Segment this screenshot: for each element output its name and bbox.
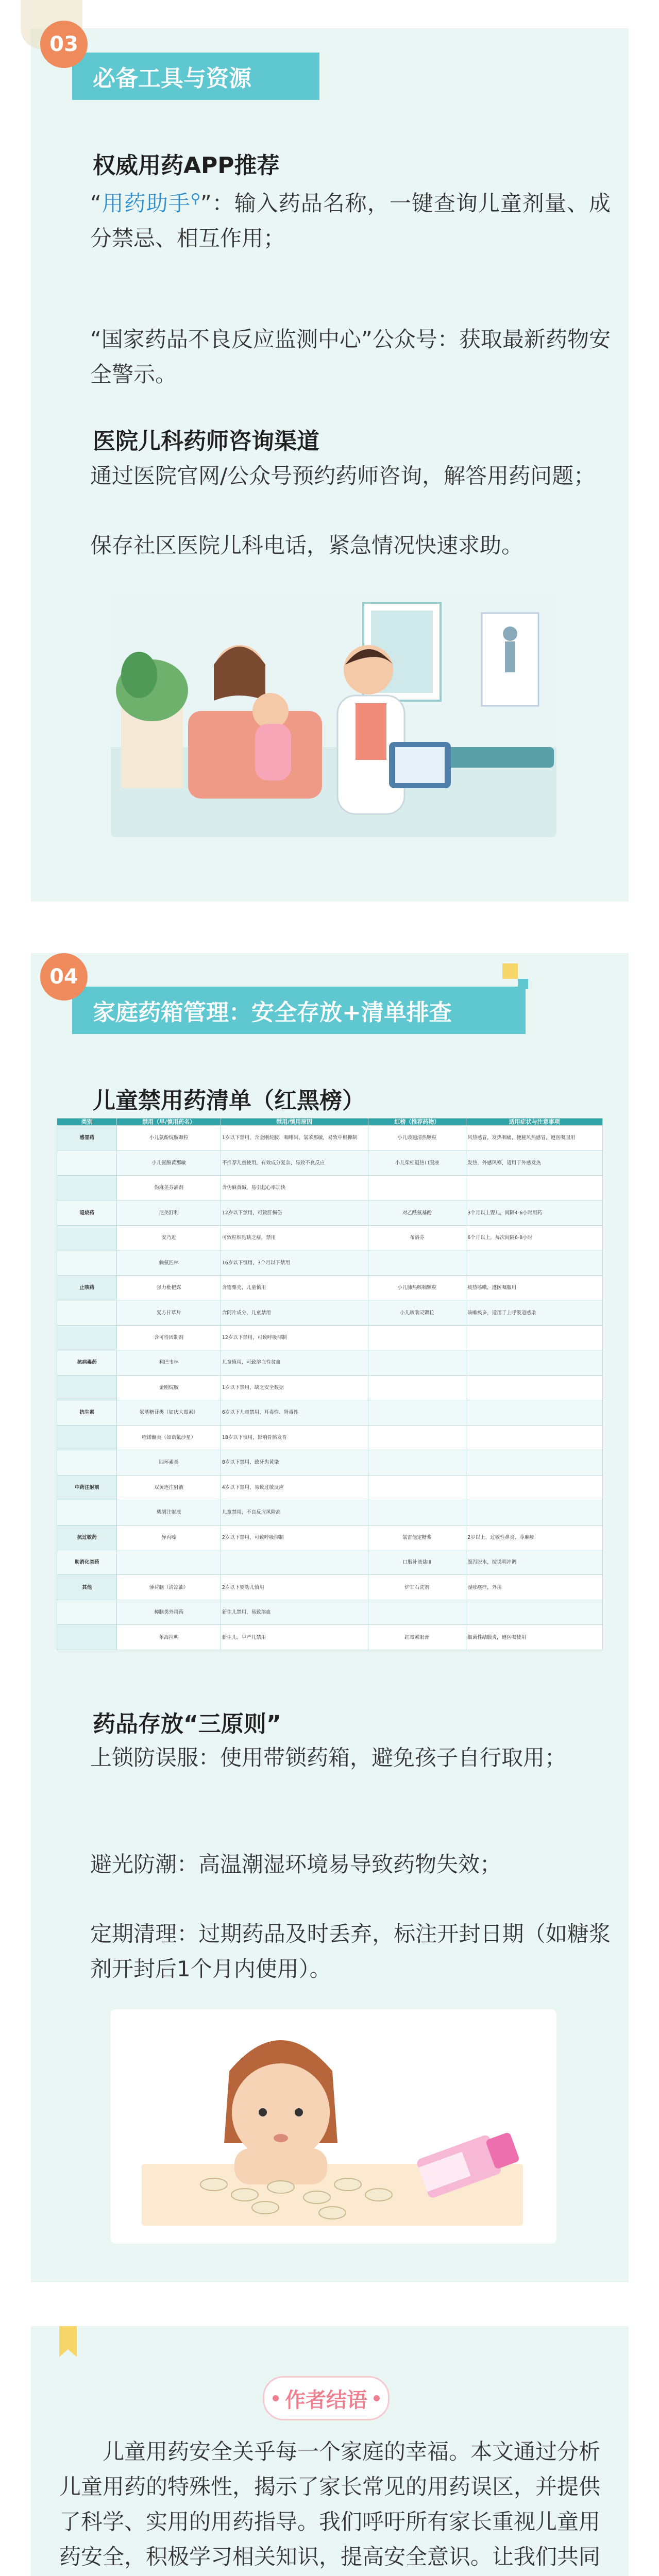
- table-row: [57, 1200, 603, 1225]
- table-cell: [466, 1450, 603, 1475]
- table-row: [57, 1500, 603, 1525]
- table-header-cell: 红榜（推荐药物）: [368, 1118, 466, 1126]
- table-cell: [368, 1450, 466, 1475]
- table-cell: 口服补液盐III: [368, 1550, 466, 1574]
- storage-clean-text: 定期清理：过期药品及时丢弃，标注开封日期（如糖浆剂开封后1个月内使用）。: [90, 1921, 611, 1981]
- table-cell: 风热感冒，发热咽痛，便秘风热感冒，遵医嘱服用: [466, 1126, 603, 1150]
- table-category-cell: 抗病毒药: [57, 1350, 117, 1375]
- table-cell: 含罂粟壳，儿童慎用: [221, 1275, 368, 1300]
- table-cell: 双黄连注射液: [117, 1475, 221, 1500]
- table-category-cell: 止咳药: [57, 1275, 117, 1300]
- table-cell: 利巴韦林: [117, 1350, 221, 1375]
- table-row: [57, 1600, 603, 1624]
- search-icon: ⚲: [190, 191, 200, 207]
- table-cell: 4岁以下禁用，易致过敏反应: [221, 1475, 368, 1500]
- table-cell: 赖氨匹林: [117, 1250, 221, 1275]
- table-category-cell: [57, 1250, 117, 1275]
- table-cell: 含伪麻黄碱，易引起心率加快: [221, 1175, 368, 1200]
- table-cell: 可致粒细胞缺乏症，禁用: [221, 1225, 368, 1250]
- conclusion-title-pill: [263, 2376, 390, 2420]
- table-category-cell: [57, 1625, 117, 1650]
- hotline-text: 保存社区医院儿科电话，紧急情况快速求助。: [90, 533, 523, 558]
- table-row: [57, 1575, 603, 1600]
- table-row: [57, 1375, 603, 1400]
- quote-mark: “: [90, 191, 102, 216]
- table-cell: 6个月以上，每次间隔6-8小时: [466, 1225, 603, 1250]
- doctor-clinic-illustration: [111, 592, 556, 837]
- table-cell: 氨基糖苷类（如庆大霉素）: [117, 1400, 221, 1425]
- table-cell: 3个月以上婴儿，间隔4-6小时用药: [466, 1200, 603, 1225]
- section-4-badge: 04: [40, 953, 88, 1001]
- table-cell: [466, 1350, 603, 1375]
- table-cell: 金刚烷胺: [117, 1375, 221, 1400]
- table-cell: [368, 1400, 466, 1425]
- table-cell: [368, 1175, 466, 1200]
- table-row: [57, 1350, 603, 1375]
- table-cell: 樟脑类外用药: [117, 1600, 221, 1624]
- table-category-cell: [57, 1500, 117, 1525]
- table-cell: [368, 1600, 466, 1624]
- table-row: [57, 1525, 603, 1550]
- table-cell: 苯海拉明: [117, 1625, 221, 1650]
- table-cell: 布洛芬: [368, 1225, 466, 1250]
- app-link[interactable]: 用药助手: [101, 191, 191, 216]
- table-cell: 1岁以下禁用，缺乏安全数据: [221, 1375, 368, 1400]
- app-description: ”：输入药品名称，一键查询儿童剂量、成分禁忌、相互作用；: [90, 191, 611, 251]
- table-cell: 安乃近: [117, 1225, 221, 1250]
- table-row: [57, 1250, 603, 1275]
- table-cell: 复方甘草片: [117, 1300, 221, 1325]
- table-cell: 薄荷脑（清凉油）: [117, 1575, 221, 1600]
- table-cell: 小儿氨酚黄那敏: [117, 1150, 221, 1175]
- table-cell: [368, 1250, 466, 1275]
- section-3-title: 必备工具与资源: [72, 53, 319, 100]
- table-row: [57, 1625, 603, 1650]
- table-cell: [466, 1600, 603, 1624]
- doctor-clinic-icon: [111, 592, 556, 837]
- table-row: [57, 1400, 603, 1425]
- table-cell: 6岁以下儿童禁用，耳毒性、肾毒性: [221, 1400, 368, 1425]
- table-cell: 红霉素眼膏: [368, 1625, 466, 1650]
- pharmacist-heading: 医院儿科药师咨询渠道: [93, 428, 319, 454]
- table-cell: 柴胡注射液: [117, 1500, 221, 1525]
- table-cell: [466, 1425, 603, 1450]
- table-cell: 2岁以下禁用，可致呼吸抑制: [221, 1525, 368, 1550]
- table-cell: 8岁以下禁用，致牙齿黄染: [221, 1450, 368, 1475]
- adr-center-text: “国家药品不良反应监测中心”公众号：获取最新药物安全警示。: [90, 327, 611, 387]
- table-category-cell: [57, 1225, 117, 1250]
- apps-heading: 权威用药APP推荐: [93, 152, 280, 179]
- table-cell: 腹泻脱水，按说明冲调: [466, 1550, 603, 1574]
- table-row: [57, 1225, 603, 1250]
- table-cell: 小儿豉翘清热颗粒: [368, 1126, 466, 1150]
- table-category-cell: [57, 1450, 117, 1475]
- table-row: [57, 1450, 603, 1475]
- table-cell: 尼美舒利: [117, 1200, 221, 1225]
- storage-lock-text: 上锁防误服：使用带锁药箱，避免孩子自行取用；: [90, 1745, 567, 1770]
- table-cell: [466, 1175, 603, 1200]
- storage-heading: 药品存放“三原则”: [93, 1711, 281, 1737]
- table-cell: 异丙嗪: [117, 1525, 221, 1550]
- table-cell: [368, 1500, 466, 1525]
- table-cell: 12岁以下禁用，可致肝损伤: [221, 1200, 368, 1225]
- table-category-cell: 中药注射剂: [57, 1475, 117, 1500]
- table-cell: 小儿咳喘灵颗粒: [368, 1300, 466, 1325]
- table-cell: 小儿氨酚烷胺颗粒: [117, 1126, 221, 1150]
- table-category-cell: 其他: [57, 1575, 117, 1600]
- table-row: [57, 1425, 603, 1450]
- table-cell: [466, 1500, 603, 1525]
- table-category-cell: [57, 1375, 117, 1400]
- table-cell: 强力枇杷露: [117, 1275, 221, 1300]
- table-row: [57, 1126, 603, 1150]
- table-row: [57, 1175, 603, 1200]
- table-cell: [368, 1350, 466, 1375]
- table-cell: 新生儿禁用，易致溶血: [221, 1600, 368, 1624]
- table-category-cell: [57, 1600, 117, 1624]
- table-cell: 2岁以上，过敏性鼻炎、荨麻疹: [466, 1525, 603, 1550]
- table-cell: 含阿片成分，儿童禁用: [221, 1300, 368, 1325]
- table-category-cell: [57, 1150, 117, 1175]
- table-cell: 痰热咳嗽，遵医嘱服用: [466, 1275, 603, 1300]
- table-cell: [368, 1375, 466, 1400]
- table-category-cell: 助消化类药: [57, 1550, 117, 1574]
- table-cell: 儿童慎用，可致溶血性贫血: [221, 1350, 368, 1375]
- section-3-badge: 03: [40, 21, 88, 68]
- banned-drug-table: [57, 1118, 603, 1650]
- table-cell: 儿童禁用，不良反应风险高: [221, 1500, 368, 1525]
- table-row: [57, 1550, 603, 1574]
- table-cell: 发热，外感风寒，适用于外感发热: [466, 1150, 603, 1175]
- table-cell: 炉甘石洗剂: [368, 1575, 466, 1600]
- table-header-cell: 类别: [57, 1118, 117, 1126]
- app-recommendation: [90, 181, 611, 256]
- table-cell: [466, 1325, 603, 1350]
- table-cell: 氯雷他定糖浆: [368, 1525, 466, 1550]
- table-row: [57, 1325, 603, 1350]
- table-cell: 湿疹瘙痒，外用: [466, 1575, 603, 1600]
- table-row: [57, 1150, 603, 1175]
- table-cell: [466, 1375, 603, 1400]
- table-header-cell: 适用症状与注意事项: [466, 1118, 603, 1126]
- table-row: [57, 1300, 603, 1325]
- table-cell: 细菌性结膜炎，遵医嘱使用: [466, 1625, 603, 1650]
- conclusion-title: 作者结语: [285, 2388, 367, 2412]
- table-cell: 12岁以下禁用，可致呼吸抑制: [221, 1325, 368, 1350]
- table-cell: 不推荐儿童使用，有效成分复杂，易致不良反应: [221, 1150, 368, 1175]
- table-cell: [466, 1250, 603, 1275]
- table-cell: [368, 1425, 466, 1450]
- table-cell: [221, 1550, 368, 1574]
- table-cell: [117, 1550, 221, 1574]
- table-category-cell: 感冒药: [57, 1126, 117, 1150]
- table-row: [57, 1475, 603, 1500]
- child-pills-icon: [111, 2009, 556, 2244]
- table-cell: 喹诺酮类（如诺氟沙星）: [117, 1425, 221, 1450]
- table-cell: 含可待因制剂: [117, 1325, 221, 1350]
- table-category-cell: 抗过敏药: [57, 1525, 117, 1550]
- pharmacist-booking-text: 通过医院官网/公众号预约药师咨询，解答用药问题；: [90, 463, 596, 488]
- table-category-cell: [57, 1300, 117, 1325]
- table-cell: 18岁以下慎用，影响骨骼发育: [221, 1425, 368, 1450]
- storage-light-text: 避光防潮：高温潮湿环境易导致药物失效；: [90, 1852, 502, 1877]
- table-cell: [466, 1400, 603, 1425]
- table-cell: 四环素类: [117, 1450, 221, 1475]
- table-cell: 2岁以下婴幼儿慎用: [221, 1575, 368, 1600]
- table-category-cell: [57, 1325, 117, 1350]
- section-4-title: 家庭药箱管理：安全存放+清单排查: [72, 987, 526, 1034]
- table-cell: 咳嗽痰多，适用于上呼吸道感染: [466, 1300, 603, 1325]
- table-category-cell: 退烧药: [57, 1200, 117, 1225]
- child-pills-illustration: [111, 2009, 556, 2244]
- table-cell: 小儿柴桂退热口服液: [368, 1150, 466, 1175]
- table-category-cell: [57, 1425, 117, 1450]
- dot-icon: [374, 2395, 380, 2401]
- table-cell: 16岁以下慎用，3个月以下禁用: [221, 1250, 368, 1275]
- table-header-cell: 禁用（早/慎用药名）: [117, 1118, 221, 1126]
- table-category-cell: [57, 1175, 117, 1200]
- table-cell: [466, 1475, 603, 1500]
- table-cell: 新生儿、早产儿禁用: [221, 1625, 368, 1650]
- table-cell: 对乙酰氨基酚: [368, 1200, 466, 1225]
- table-cell: [368, 1475, 466, 1500]
- table-category-cell: 抗生素: [57, 1400, 117, 1425]
- table-row: [57, 1275, 603, 1300]
- table-header-cell: 禁用/慎用原因: [221, 1118, 368, 1126]
- corner-deco-square: [502, 963, 518, 979]
- conclusion-text: 儿童用药安全关乎每一个家庭的幸福。本文通过分析儿童用药的特殊性，揭示了家长常见的用药误区，并提供了科学、实用的用药指导。我们呼吁所有家长重视儿童用药安全，积极学习相关知识，提高安全意识。让我们共同: [59, 2439, 601, 2569]
- table-cell: 1岁以下禁用，含金刚烷胺、咖啡因、氯苯那敏，易致中枢抑制: [221, 1126, 368, 1150]
- table-cell: 小儿肺热咳喘颗粒: [368, 1275, 466, 1300]
- table-cell: [368, 1325, 466, 1350]
- table-cell: 伪麻美芬滴剂: [117, 1175, 221, 1200]
- table-title: 儿童禁用药清单（红黑榜）: [93, 1088, 365, 1114]
- dot-icon: [273, 2395, 279, 2401]
